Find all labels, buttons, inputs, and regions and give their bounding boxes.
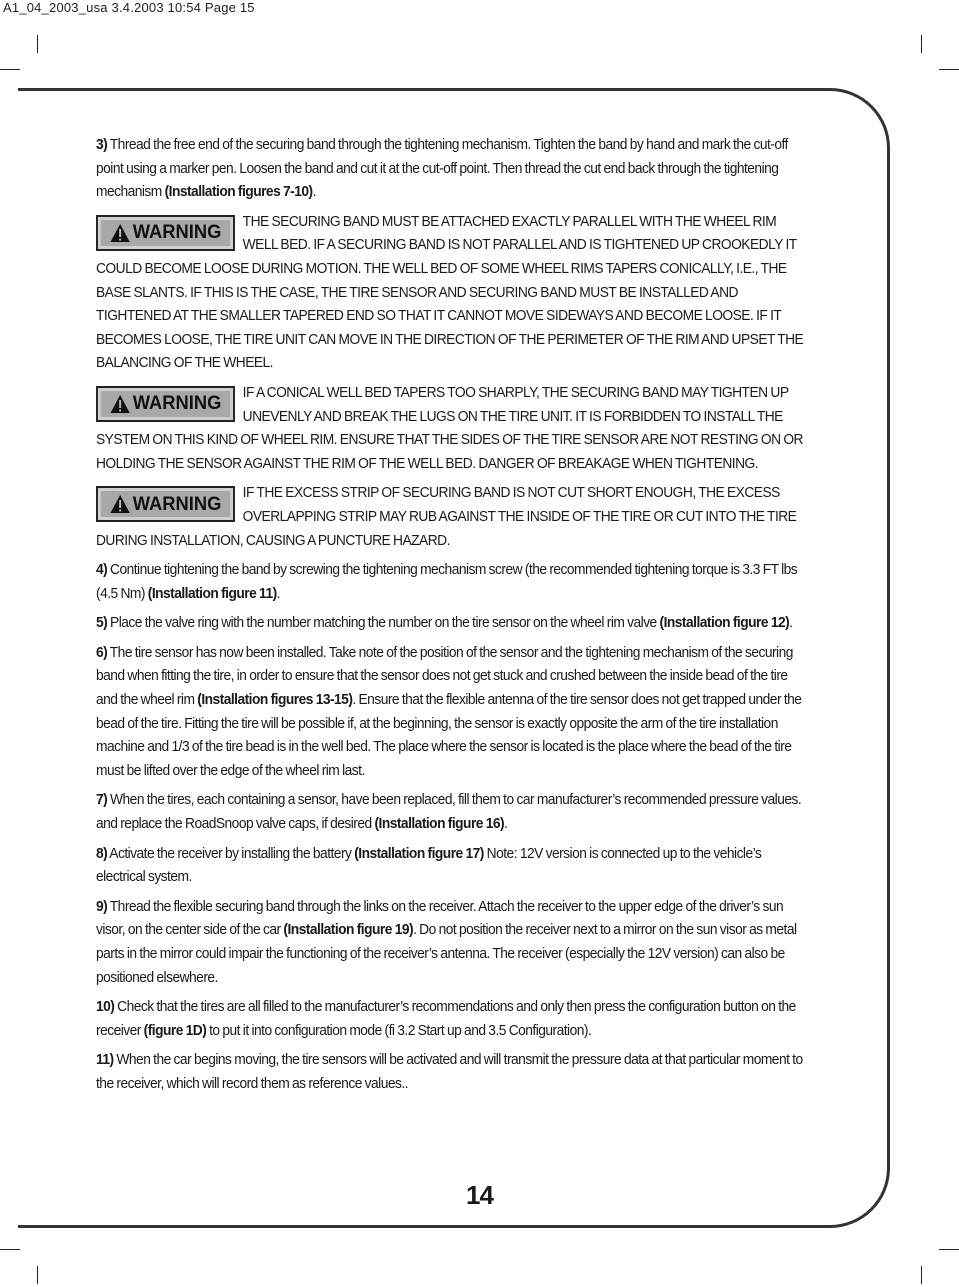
warning-text: IF THE EXCESS STRIP OF SECURING BAND IS NOT CUT SHORT ENOUGH, THE EXCESS OVERLAPPING STRIP MAY RUB AGAINST THE INSIDE OF THE TIRE OR CUT INTO THE TIRE DURING INSTALLATION, CAUSING A PUNCTURE HAZARD.: [96, 485, 797, 549]
warning-triangle-icon: [110, 494, 131, 514]
warning-badge: WARNING: [96, 386, 235, 422]
crop-mark: [939, 1249, 959, 1250]
step-10: 10) Check that the tires are all filled to the manufacturer’s recommendations and only then press the configuration button on the receiver (figure 1D) to put it into configuration mode (fi 3.2 Start up and 3.5 Configuration).: [96, 999, 796, 1039]
crop-mark: [921, 1266, 922, 1284]
step-11: 11) When the car begins moving, the tire sensors will be activated and will transmit the pressure data at that particular moment to the receiver, which will record them as reference values..: [96, 1052, 803, 1092]
step-3: 3) Thread the free end of the securing band through the tightening mechanism. Tighten the band by hand and mark the cut-off point using a marker pen. Loosen the band and cut it at the cut-off point. Then thread the cut end back through the tightening mechanism (Installation figures 7-10).: [96, 137, 788, 201]
warning-text: IF A CONICAL WELL BED TAPERS TOO SHARPLY, THE SECURING BAND MAY TIGHTEN UP UNEVENLY AND BREAK THE LUGS ON THE TIRE UNIT. IT IS FORBIDDEN TO INSTALL THE SYSTEM ON THIS KIND OF WHEEL RIM. ENSURE THAT THE SIDES OF THE TIRE SENSOR ARE NOT RESTING ON OR HOLDING THE SENSOR AGAINST THE RIM OF THE WELL BED. DANGER OF BREAKAGE WHEN TIGHTENING.: [96, 384, 803, 472]
warning-triangle-icon: [110, 394, 131, 414]
step-4: 4) Continue tightening the band by screwing the tightening mechanism screw (the recommended tightening torque is 3.3 FT lbs (4.5 Nm) (Installation figure 11).: [96, 562, 798, 602]
page-number: 14: [466, 1180, 493, 1210]
step-6: 6) The tire sensor has now been installed. Take note of the position of the sensor and the tightening mechanism of the securing band when fitting the tire, in order to ensure that the sensor does not get stuck and crushed between the inside bead of the tire and the wheel rim (Installation figures 13-15). Ensure that the flexible antenna of the tire sensor does not get trapped under the bead of the tire. Fitting the tire will be possible if, at the beginning, the sensor is exactly opposite the arm of the tire installation machine and 1/3 of the tire bead is in the well bed. The place where the sensor is located is the place where the bead of the tire must be lifted over the edge of the wheel rim last.: [96, 644, 802, 779]
step-7: 7) When the tires, each containing a sensor, have been replaced, fill them to car manufacturer’s recommended pressure values. and replace the RoadSnoop valve caps, if desired (Installation figure 16).: [96, 792, 802, 833]
warning-badge: WARNING: [96, 215, 235, 251]
crop-mark: [37, 35, 38, 53]
warning-block: [96, 382, 810, 476]
crop-mark: [939, 69, 959, 70]
crop-mark: [921, 35, 922, 53]
warning-text: THE SECURING BAND MUST BE ATTACHED EXACTLY PARALLEL WITH THE WHEEL RIM WELL BED. IF A SECURING BAND IS NOT PARALLEL AND IS TIGHTENED UP CROOKEDLY IT COULD BECOME LOOSE DURING MOTION. THE WELL BED OF SOME WHEEL RIMS TAPERS CONICALLY, I.E., THE BASE SLANTS. IF THIS IS THE CASE, THE TIRE SENSOR AND SECURING BAND MUST BE INSTALLED AND TIGHTENED AT THE SMALLER TAPERED END SO THAT IT CANNOT MOVE SIDEWAYS AND BECOME LOOSE. IF IT BECOMES LOOSE, THE TIRE UNIT CAN MOVE IN THE DIRECTION OF THE PERIMETER OF THE RIM AND UPSET THE BALANCING OF THE WHEEL.: [96, 213, 804, 372]
warning-badge: WARNING: [96, 486, 235, 522]
warning-block: [96, 211, 810, 376]
step-5: 5) Place the valve ring with the number matching the number on the tire sensor on the wheel rim valve (Installation figure 12).: [96, 615, 793, 632]
warning-block: [96, 482, 810, 553]
warning-triangle-icon: [110, 223, 131, 243]
page-content: [96, 134, 810, 1103]
step-8: 8) Activate the receiver by installing the battery (Installation figure 17) Note: 12V version is connected up to the vehicle’s electrical system.: [96, 845, 762, 886]
print-slug: A1_04_2003_usa 3.4.2003 10:54 Page 15: [3, 0, 255, 15]
crop-mark: [37, 1266, 38, 1284]
step-9: 9) Thread the flexible securing band through the links on the receiver. Attach the receiver to the upper edge of the driver’s sun visor, on the center side of the car (Installation figure 19). Do not position the receiver next to a mirror on the sun visor as metal parts in the mirror could impair the functioning of the receiver’s antenna. The receiver (especially the 12V version) can also be positioned elsewhere.: [96, 898, 797, 986]
crop-mark: [0, 69, 20, 70]
crop-mark: [0, 1249, 20, 1250]
